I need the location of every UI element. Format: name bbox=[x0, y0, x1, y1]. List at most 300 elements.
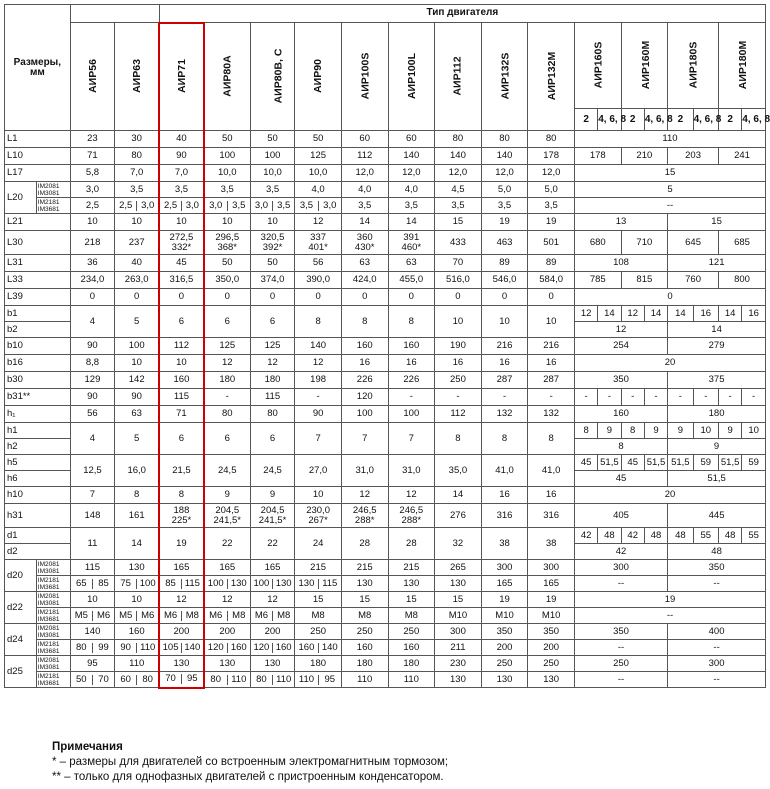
cell-part: M5 bbox=[115, 611, 137, 621]
cell: 15 bbox=[388, 592, 435, 608]
cell: 178 bbox=[574, 148, 621, 165]
cell: 234,0 bbox=[70, 272, 115, 289]
cell-pair bbox=[204, 198, 251, 214]
cell: 63 bbox=[388, 255, 435, 272]
row-label: L30 bbox=[5, 231, 71, 255]
cell: 10 bbox=[295, 487, 342, 504]
cell: 6 bbox=[250, 423, 295, 455]
cell: 4,5 bbox=[435, 182, 482, 198]
row-label: d2 bbox=[5, 544, 71, 560]
cell: 15 bbox=[574, 165, 765, 182]
cell: 112 bbox=[159, 338, 204, 355]
cell: 90 bbox=[70, 389, 115, 406]
cell: 31,0 bbox=[388, 455, 435, 487]
cell: 0 bbox=[70, 289, 115, 306]
cell: 89 bbox=[481, 255, 528, 272]
cell: 19 bbox=[481, 214, 528, 231]
cell-pair bbox=[159, 198, 204, 214]
cell: 180 bbox=[388, 656, 435, 672]
cell: 6 bbox=[159, 306, 204, 338]
header-motor-7 bbox=[388, 23, 435, 131]
cell: 4 bbox=[70, 306, 115, 338]
cell-pair bbox=[70, 608, 115, 624]
cell-pair bbox=[204, 672, 251, 688]
cell: 112 bbox=[341, 148, 388, 165]
note-brake: * – размеры для двигателей со встроенным электромагнитным тормозом; bbox=[52, 756, 449, 768]
cell: -- bbox=[574, 608, 765, 624]
header-motor-10 bbox=[528, 23, 575, 131]
cell: -- bbox=[574, 198, 765, 214]
cell: 6 bbox=[159, 423, 204, 455]
cell: 35,0 bbox=[435, 455, 482, 487]
cell: 350 bbox=[528, 624, 575, 640]
cell: 95 bbox=[70, 656, 115, 672]
cell: 48 bbox=[668, 528, 693, 544]
cell: - bbox=[574, 389, 597, 406]
cell-part: 95 bbox=[324, 673, 336, 685]
cell-pair bbox=[159, 640, 204, 656]
cell: 272,5 332* bbox=[159, 231, 204, 255]
row-label: h10 bbox=[5, 487, 71, 504]
cell: 10,0 bbox=[295, 165, 342, 182]
cell: 250 bbox=[435, 372, 482, 389]
cell-pair: 165 bbox=[528, 576, 575, 592]
cell: 125 bbox=[204, 338, 251, 355]
cell: 14 bbox=[668, 322, 766, 338]
cell: - bbox=[481, 389, 528, 406]
cell: 800 bbox=[718, 272, 765, 289]
cell: 19 bbox=[528, 592, 575, 608]
cell-pair: 130 bbox=[435, 672, 482, 688]
row-label: L21 bbox=[5, 214, 71, 231]
cell: 424,0 bbox=[341, 272, 388, 289]
cell-part: 110 bbox=[295, 675, 318, 685]
cell: 45 bbox=[621, 455, 644, 471]
cell: 8 bbox=[388, 306, 435, 338]
cell: 3,5 bbox=[115, 182, 160, 198]
cell: 4,0 bbox=[341, 182, 388, 198]
cell: 15 bbox=[435, 592, 482, 608]
cell: - bbox=[204, 389, 251, 406]
cell-part: M6 bbox=[96, 609, 111, 621]
cell: 433 bbox=[435, 231, 482, 255]
motor-name: АИР180М bbox=[737, 40, 750, 90]
cell-part: M8 bbox=[232, 609, 246, 621]
cell: 8 bbox=[481, 423, 528, 455]
cell: 115 bbox=[159, 389, 204, 406]
cell: 130 bbox=[250, 656, 295, 672]
cell: 60 bbox=[341, 131, 388, 148]
cell-part: 70 bbox=[160, 674, 182, 684]
cell: 12 bbox=[574, 306, 597, 322]
cell: 10 bbox=[115, 355, 160, 372]
cell: 300 bbox=[574, 560, 667, 576]
cell: 115 bbox=[70, 560, 115, 576]
header-motor-14 bbox=[718, 23, 765, 109]
cell: 130 bbox=[204, 656, 251, 672]
cell: 110 bbox=[574, 131, 765, 148]
cell: 3,5 bbox=[159, 182, 204, 198]
cell: 63 bbox=[341, 255, 388, 272]
cell: 645 bbox=[668, 231, 719, 255]
cell: 226 bbox=[388, 372, 435, 389]
cell-part: 3,0 bbox=[185, 199, 199, 211]
cell: 10 bbox=[204, 214, 251, 231]
cell: 7 bbox=[295, 423, 342, 455]
cell: 9 bbox=[250, 487, 295, 504]
cell: 516,0 bbox=[435, 272, 482, 289]
cell: -- bbox=[574, 640, 667, 656]
mount-code: IM2081 IM3081 bbox=[36, 182, 70, 198]
motor-name: АИР100S bbox=[359, 52, 372, 100]
cell: 130 bbox=[159, 656, 204, 672]
cell: 10,0 bbox=[204, 165, 251, 182]
cell: 10 bbox=[435, 306, 482, 338]
cell: 215 bbox=[388, 560, 435, 576]
cell: 11 bbox=[70, 528, 115, 560]
cell: 140 bbox=[70, 624, 115, 640]
motor-name: АИР90 bbox=[312, 59, 325, 93]
cell: 51,5 bbox=[718, 455, 741, 471]
cell: 12,0 bbox=[481, 165, 528, 182]
cell: 200 bbox=[204, 624, 251, 640]
cell: 188 225* bbox=[159, 504, 204, 528]
cell: 59 bbox=[742, 455, 766, 471]
cell: 8 bbox=[435, 423, 482, 455]
cell: 19 bbox=[159, 528, 204, 560]
cell-pair: 211 bbox=[435, 640, 482, 656]
cell: 375 bbox=[668, 372, 766, 389]
cell: 279 bbox=[668, 338, 766, 355]
cell-part: 75 bbox=[115, 579, 137, 589]
cell: 160 bbox=[115, 624, 160, 640]
cell: 160 bbox=[574, 406, 667, 423]
cell: -- bbox=[668, 672, 766, 688]
cell-pair bbox=[295, 640, 342, 656]
cell-part: 80 bbox=[205, 675, 228, 685]
cell: 121 bbox=[668, 255, 766, 272]
cell: 14 bbox=[435, 487, 482, 504]
cell-part: 130 bbox=[230, 577, 247, 589]
cell: 210 bbox=[621, 148, 668, 165]
cell-part: 120 bbox=[205, 643, 228, 653]
row-label: b1 bbox=[5, 306, 71, 322]
row-label: h6 bbox=[5, 471, 71, 487]
mount-code: IM2081 IM3081 bbox=[36, 560, 70, 576]
cell: 19 bbox=[528, 214, 575, 231]
cell-part: 50 bbox=[71, 675, 93, 685]
cell-pair bbox=[115, 672, 160, 688]
cell-part: 100 bbox=[205, 579, 228, 589]
cell-pair: 160 bbox=[341, 640, 388, 656]
cell: 6 bbox=[204, 423, 251, 455]
cell: 45 bbox=[574, 471, 667, 487]
cell: 5 bbox=[574, 182, 765, 198]
cell: 7 bbox=[388, 423, 435, 455]
cell: 16 bbox=[481, 487, 528, 504]
cell: 0 bbox=[528, 289, 575, 306]
note-single-phase: ** – только для однофазных двигателей с пристроенным конденсатором. bbox=[52, 771, 444, 783]
cell-part: 160 bbox=[295, 643, 318, 653]
cell: 5,8 bbox=[70, 165, 115, 182]
cell-part: 85 bbox=[98, 577, 109, 589]
cell: 815 bbox=[621, 272, 668, 289]
cell: 20 bbox=[574, 355, 765, 372]
cell: 21,5 bbox=[159, 455, 204, 487]
header-motor-3 bbox=[204, 23, 251, 131]
cell: 204,5 241,5* bbox=[204, 504, 251, 528]
cell: 445 bbox=[668, 504, 766, 528]
motor-name: АИР112 bbox=[451, 56, 464, 96]
cell-part: 140 bbox=[321, 641, 338, 653]
cell: 10 bbox=[693, 423, 718, 439]
cell-pair bbox=[70, 640, 115, 656]
cell: 63 bbox=[115, 406, 160, 423]
cell-pair bbox=[204, 640, 251, 656]
cell: 45 bbox=[574, 455, 597, 471]
cell: 100 bbox=[115, 338, 160, 355]
cell: 22 bbox=[250, 528, 295, 560]
cell: 3,5 bbox=[250, 182, 295, 198]
cell-pair: 200 bbox=[528, 640, 575, 656]
cell: 140 bbox=[481, 148, 528, 165]
cell-pair: 110 bbox=[341, 672, 388, 688]
cell: 680 bbox=[574, 231, 621, 255]
header-blank-left bbox=[70, 5, 159, 23]
motor-name: АИР100L bbox=[405, 52, 418, 100]
row-label: h5 bbox=[5, 455, 71, 471]
cell-part: 130 bbox=[275, 577, 292, 589]
cell: 300 bbox=[528, 560, 575, 576]
cell: 12 bbox=[388, 487, 435, 504]
cell-part: 95 bbox=[187, 673, 198, 685]
row-label: b10 bbox=[5, 338, 71, 355]
cell-pair: M8 bbox=[341, 608, 388, 624]
cell-pair: 3,5 bbox=[481, 198, 528, 214]
cell: 71 bbox=[159, 406, 204, 423]
cell: 5,0 bbox=[481, 182, 528, 198]
cell: 32 bbox=[435, 528, 482, 560]
cell: 200 bbox=[250, 624, 295, 640]
row-label: L1 bbox=[5, 131, 71, 148]
cell: 263,0 bbox=[115, 272, 160, 289]
cell-pair bbox=[159, 576, 204, 592]
cell: 300 bbox=[435, 624, 482, 640]
cell: 14 bbox=[718, 306, 741, 322]
cell-pair bbox=[159, 608, 204, 624]
cell: 785 bbox=[574, 272, 621, 289]
mount-code: IM2181 IM3681 bbox=[36, 672, 70, 688]
cell: 316 bbox=[528, 504, 575, 528]
cell-pair bbox=[115, 640, 160, 656]
cell-pair bbox=[295, 672, 342, 688]
cell: 41,0 bbox=[528, 455, 575, 487]
cell: 12,0 bbox=[341, 165, 388, 182]
cell-part: 105 bbox=[160, 643, 182, 653]
cell: 28 bbox=[341, 528, 388, 560]
cell: 48 bbox=[598, 528, 621, 544]
cell: 100 bbox=[250, 148, 295, 165]
cell: 13 bbox=[574, 214, 667, 231]
cell: 110 bbox=[115, 656, 160, 672]
cell: 100 bbox=[388, 406, 435, 423]
cell: 12 bbox=[159, 592, 204, 608]
cell: 140 bbox=[388, 148, 435, 165]
cell: 584,0 bbox=[528, 272, 575, 289]
cell: 27,0 bbox=[295, 455, 342, 487]
cell: 50 bbox=[250, 255, 295, 272]
cell-part: 85 bbox=[160, 579, 182, 589]
cell: 6 bbox=[250, 306, 295, 338]
cell: 350 bbox=[668, 560, 766, 576]
cell: - bbox=[742, 389, 766, 406]
cell: 14 bbox=[115, 528, 160, 560]
mount-code: IM2181 IM3681 bbox=[36, 640, 70, 656]
header-dimensions: Размеры, мм bbox=[5, 5, 71, 131]
cell-part: M8 bbox=[185, 609, 199, 621]
cell-part: 99 bbox=[98, 641, 109, 653]
cell-part: 90 bbox=[115, 643, 137, 653]
cell: 15 bbox=[341, 592, 388, 608]
cell-pair bbox=[115, 576, 160, 592]
cell-part: M8 bbox=[277, 609, 291, 621]
cell-pair bbox=[250, 640, 295, 656]
cell: 10 bbox=[159, 214, 204, 231]
cell: 546,0 bbox=[481, 272, 528, 289]
cell: 108 bbox=[574, 255, 667, 272]
cell-part: 2,5 bbox=[160, 201, 182, 211]
row-label: h31 bbox=[5, 504, 71, 528]
cell-part: 120 bbox=[251, 643, 273, 653]
cell: 8 bbox=[115, 487, 160, 504]
header-motor-0 bbox=[70, 23, 115, 131]
row-label: h1 bbox=[5, 423, 71, 439]
cell: 180 bbox=[341, 656, 388, 672]
cell: 36 bbox=[70, 255, 115, 272]
header-motor-2 bbox=[159, 23, 204, 131]
cell: 24,5 bbox=[250, 455, 295, 487]
cell-part: 3,0 bbox=[323, 199, 337, 211]
cell: 50 bbox=[295, 131, 342, 148]
cell-part: 70 bbox=[98, 673, 109, 685]
cell: 165 bbox=[159, 560, 204, 576]
row-label: L39 bbox=[5, 289, 71, 306]
cell: 180 bbox=[668, 406, 766, 423]
cell: 8 bbox=[528, 423, 575, 455]
cell: 0 bbox=[159, 289, 204, 306]
cell: 300 bbox=[481, 560, 528, 576]
cell-part: 3,5 bbox=[232, 199, 246, 211]
cell: 48 bbox=[644, 528, 667, 544]
cell: 8 bbox=[574, 423, 597, 439]
cell: 10 bbox=[250, 214, 295, 231]
cell-pair: 3,5 bbox=[341, 198, 388, 214]
cell: 16 bbox=[528, 487, 575, 504]
motor-name: АИР132М bbox=[546, 51, 559, 101]
cell: 3,0 bbox=[70, 182, 115, 198]
motor-name: АИР80В, С bbox=[272, 48, 285, 104]
cell: 250 bbox=[388, 624, 435, 640]
cell: - bbox=[693, 389, 718, 406]
cell: 14 bbox=[341, 214, 388, 231]
cell-part: M6 bbox=[251, 611, 273, 621]
cell: 9 bbox=[668, 439, 766, 455]
cell: - bbox=[718, 389, 741, 406]
cell: 132 bbox=[481, 406, 528, 423]
cell: 0 bbox=[115, 289, 160, 306]
cell: 5 bbox=[115, 423, 160, 455]
cell: 4,0 bbox=[388, 182, 435, 198]
cell: 0 bbox=[481, 289, 528, 306]
header-poles: 2 bbox=[668, 109, 693, 131]
cell: 90 bbox=[70, 338, 115, 355]
cell-pair: 130 bbox=[528, 672, 575, 688]
row-label: b2 bbox=[5, 322, 71, 338]
cell: 350 bbox=[481, 624, 528, 640]
cell: 80 bbox=[481, 131, 528, 148]
cell-pair: M10 bbox=[481, 608, 528, 624]
cell: 55 bbox=[742, 528, 766, 544]
cell-part: 140 bbox=[184, 641, 201, 653]
mount-code: IM2081 IM3081 bbox=[36, 592, 70, 608]
cell: 215 bbox=[341, 560, 388, 576]
header-motor-6 bbox=[341, 23, 388, 131]
cell: 12 bbox=[295, 214, 342, 231]
cell: 16 bbox=[528, 355, 575, 372]
cell: 48 bbox=[718, 528, 741, 544]
cell-part: 100 bbox=[139, 577, 156, 589]
cell: 15 bbox=[435, 214, 482, 231]
cell: 14 bbox=[644, 306, 667, 322]
cell: 12,0 bbox=[388, 165, 435, 182]
cell: 265 bbox=[435, 560, 482, 576]
cell: 24,5 bbox=[204, 455, 251, 487]
cell: 9 bbox=[204, 487, 251, 504]
cell: 14 bbox=[598, 306, 621, 322]
cell: 230,0 267* bbox=[295, 504, 342, 528]
header-poles: 4, 6, 8 bbox=[742, 109, 766, 131]
cell-pair: 130 bbox=[388, 576, 435, 592]
cell: 14 bbox=[388, 214, 435, 231]
cell: 60 bbox=[388, 131, 435, 148]
cell: 400 bbox=[668, 624, 766, 640]
cell: 463 bbox=[481, 231, 528, 255]
cell: 760 bbox=[668, 272, 719, 289]
cell: 204,5 241,5* bbox=[250, 504, 295, 528]
cell-part: 80 bbox=[251, 675, 273, 685]
cell: 90 bbox=[115, 389, 160, 406]
cell: 10 bbox=[115, 214, 160, 231]
row-label: L17 bbox=[5, 165, 71, 182]
row-label: L20 bbox=[5, 182, 37, 214]
cell: 9 bbox=[644, 423, 667, 439]
cell: 115 bbox=[250, 389, 295, 406]
cell: 250 bbox=[481, 656, 528, 672]
cell: 9 bbox=[598, 423, 621, 439]
cell: 10 bbox=[115, 592, 160, 608]
motor-name: АИР71 bbox=[175, 59, 188, 94]
cell: 316 bbox=[481, 504, 528, 528]
cell: 9 bbox=[668, 423, 693, 439]
cell: 215 bbox=[295, 560, 342, 576]
cell: 350 bbox=[574, 372, 667, 389]
cell-part: 160 bbox=[275, 641, 292, 653]
dimensions-table bbox=[4, 4, 770, 689]
cell: 12 bbox=[250, 355, 295, 372]
cell: - bbox=[644, 389, 667, 406]
cell: 8 bbox=[574, 439, 667, 455]
cell: 51,5 bbox=[644, 455, 667, 471]
